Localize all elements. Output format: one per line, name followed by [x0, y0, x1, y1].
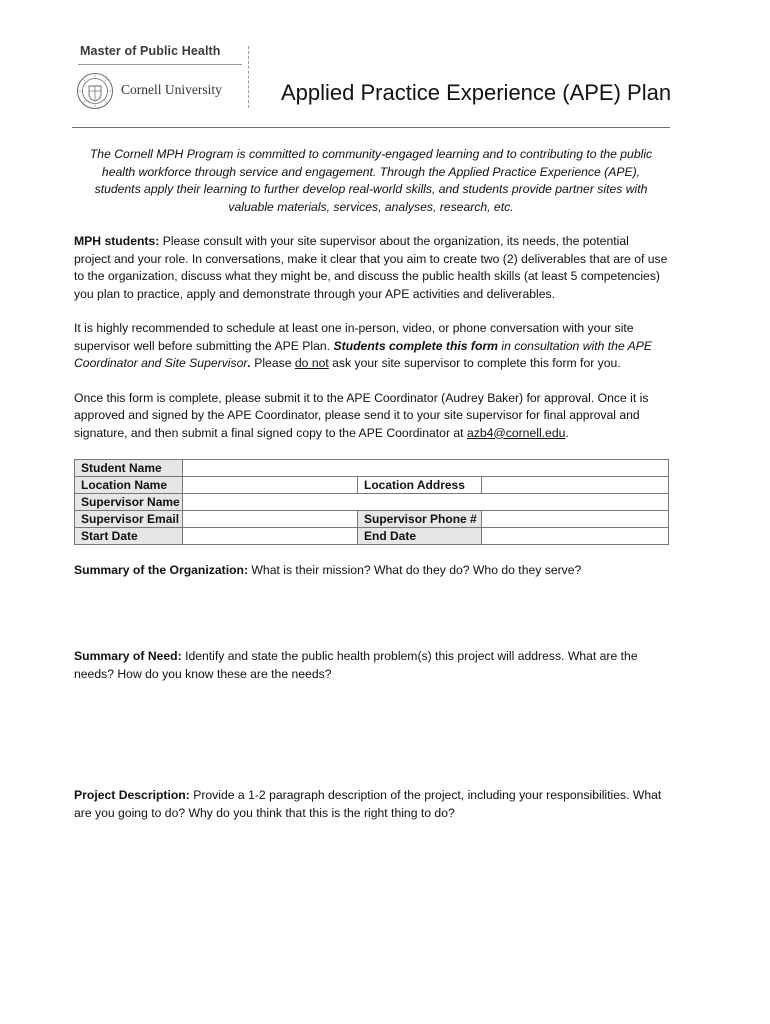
student-name-field[interactable]: [183, 460, 669, 477]
location-name-field[interactable]: [183, 477, 358, 494]
supervisor-name-label: Supervisor Name: [75, 494, 183, 511]
need-summary-prompt: Identify and state the public health problem(s) this project will address. What are the needs? How do you know these are the needs?: [74, 649, 638, 681]
submission-paragraph: [74, 390, 668, 443]
page-title: Applied Practice Experience (APE) Plan: [281, 80, 672, 105]
intro-paragraph: The Cornell MPH Program is committed to community-engaged learning and to contributing to the public health workforce through service and engagement. Through the Applied Practice Experience (APE), students apply their learning to further develop real-world skills, and students provide partner sites with valuable materials, services, analyses, research, etc.: [89, 147, 653, 214]
student-info-table: [74, 459, 669, 545]
students-complete-emphasis: Students complete this form: [333, 338, 499, 353]
submission-text: Once this form is complete, please submit it to the APE Coordinator (Audrey Baker) for approval. Once it is approved and signed by the APE Coordinator, please send it to your site supervisor for final approval and signature, and then submit a final signed copy to the APE Coordinator at: [74, 390, 649, 440]
organization-summary-prompt: What is their mission? What do they do? Who do they serve?: [248, 563, 582, 577]
student-name-label: Student Name: [75, 460, 183, 477]
project-description-label: Project Description:: [74, 788, 190, 802]
coordinator-email-link[interactable]: azb4@cornell.edu: [466, 425, 566, 440]
table-row: [75, 528, 669, 545]
recommendation-text: It is highly recommended to schedule at least one in-person, video, or phone conversation with your site supervisor well before submitting the APE Plan.: [74, 321, 634, 353]
start-date-field[interactable]: [183, 528, 358, 545]
header-divider: [248, 46, 250, 108]
cornell-seal-icon: [76, 72, 114, 110]
location-address-label: Location Address: [358, 477, 482, 494]
supervisor-email-field[interactable]: [183, 511, 358, 528]
table-row: [75, 494, 669, 511]
do-not-underlined: do not: [294, 356, 329, 370]
need-summary-label: Summary of Need:: [74, 649, 182, 663]
supervisor-email-label: Supervisor Email: [75, 511, 183, 528]
title-rule: [72, 127, 670, 128]
project-description-prompt: Provide a 1-2 paragraph description of the project, including your responsibilities. What are you going to do? Why do you think that this is the right thing to do?: [74, 788, 662, 820]
location-address-field[interactable]: [482, 477, 669, 494]
supervisor-name-field[interactable]: [183, 494, 669, 511]
supervisor-phone-field[interactable]: [482, 511, 669, 528]
brand-rule: [78, 64, 242, 65]
project-description-section: [74, 787, 668, 822]
end-date-label: End Date: [358, 528, 482, 545]
emphasis-period: .: [247, 356, 251, 370]
recommendation-end: ask your site supervisor to complete this form for you.: [328, 356, 621, 370]
please-text: Please: [250, 356, 295, 370]
mph-students-paragraph: [74, 233, 668, 303]
recommendation-paragraph: [74, 320, 668, 373]
supervisor-phone-label: Supervisor Phone #: [358, 511, 482, 528]
table-row: [75, 460, 669, 477]
end-date-field[interactable]: [482, 528, 669, 545]
start-date-label: Start Date: [75, 528, 183, 545]
program-name: Master of Public Health: [80, 44, 221, 58]
consultation-emphasis: in consultation with the APE Coordinator and Site Supervisor: [74, 338, 653, 370]
table-row: [75, 477, 669, 494]
mph-students-label: MPH students:: [74, 234, 160, 248]
document-header: [0, 0, 770, 130]
need-summary-section: [74, 648, 668, 787]
document-body: [74, 146, 668, 822]
submission-end: .: [565, 425, 569, 440]
location-name-label: Location Name: [75, 477, 183, 494]
table-row: [75, 511, 669, 528]
organization-summary-section: [74, 562, 668, 648]
university-name: Cornell University: [121, 82, 222, 97]
organization-summary-label: Summary of the Organization:: [74, 563, 249, 577]
mph-students-text: Please consult with your site supervisor about the organization, its needs, the potential project and your role. In conversations, make it clear that you aim to create two (2) deliverables that are of use to the organization, discuss what they might be, and discuss the public health skills (at least 5 competencies) you plan to practice, apply and demonstrate through your APE activities and deliverables.: [74, 234, 668, 301]
